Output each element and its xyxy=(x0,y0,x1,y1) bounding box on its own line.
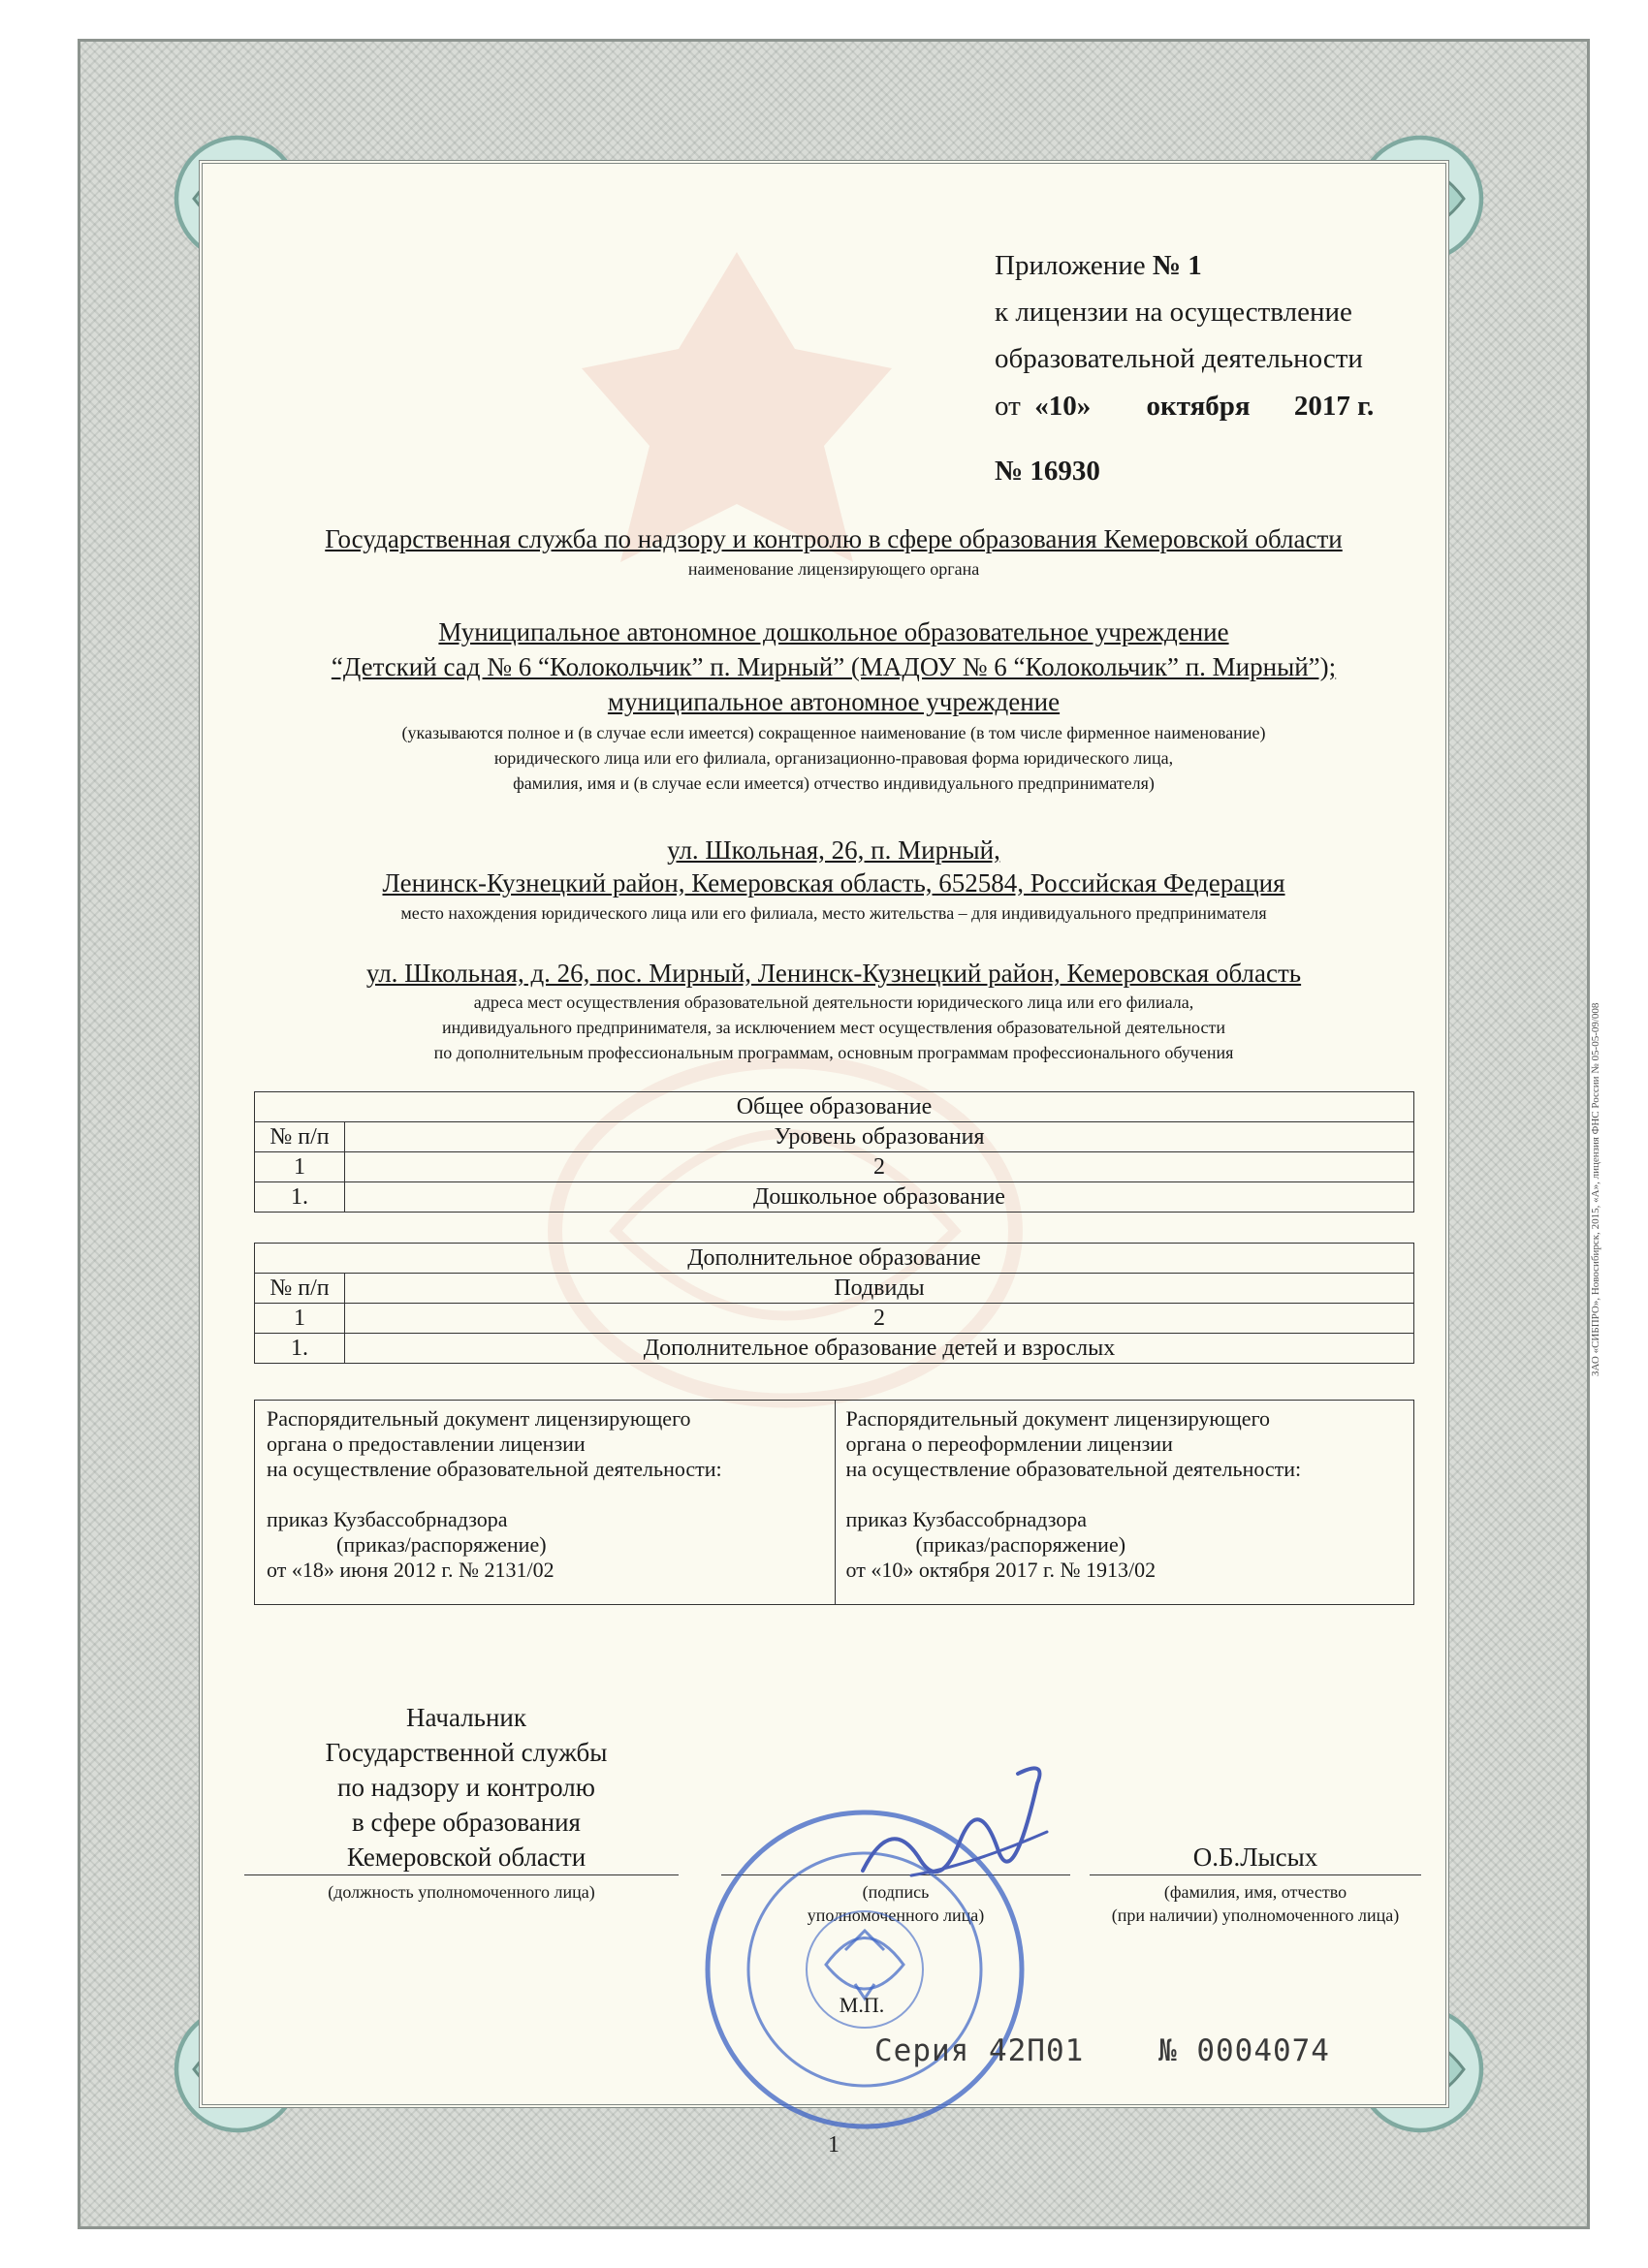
printer-note: ЗАО «СИБПРО», Новосибирск, 2015, «А», лицензия ФНС России № 05-05-09/008 xyxy=(1590,1002,1601,1376)
signature-caption-2: уполномоченного лица) xyxy=(807,1906,985,1925)
position-signature-line xyxy=(244,1874,679,1875)
additional-education-title: Дополнительное образование xyxy=(255,1244,1414,1274)
activity-address-caption-1: адреса мест осуществления образовательной деятельности юридического лица или его филиала, xyxy=(473,992,1194,1012)
name-signature-line xyxy=(1090,1874,1421,1875)
name-caption-2: (при наличии) уполномоченного лица) xyxy=(1111,1906,1400,1925)
appendix-line-3: образовательной деятельности xyxy=(995,343,1363,374)
table-column-index: 1 xyxy=(255,1304,345,1334)
licensee-name-line-3: муниципальное автономное учреждение xyxy=(607,687,1061,716)
table-column-index: 2 xyxy=(345,1304,1414,1334)
appendix-line-2: к лицензии на осуществление xyxy=(995,297,1352,328)
general-education-title: Общее образование xyxy=(255,1092,1414,1122)
activity-address-caption-2: индивидуального предпринимателя, за исключением мест осуществления образовательной деятельности xyxy=(441,1018,1226,1037)
row-value: Дополнительное образование детей и взрослых xyxy=(345,1334,1414,1364)
licensee-name-line-1: Муниципальное автономное дошкольное образовательное учреждение xyxy=(438,617,1229,646)
table-header-number: № п/п xyxy=(255,1274,345,1304)
location-caption: место нахождения юридического лица или его филиала, место жительства – для индивидуального предпринимателя xyxy=(400,903,1267,923)
position-caption: (должность уполномоченного лица) xyxy=(328,1882,595,1902)
reissuance-doc-line-1: Распорядительный документ лицензирующего xyxy=(845,1406,1271,1431)
reissuance-doc-line-3: на осуществление образовательной деятельности: xyxy=(845,1457,1302,1481)
issuance-order-date: от «18» июня 2012 г. № 2131/02 xyxy=(267,1558,555,1582)
licensee-caption-3: фамилия, имя и (в случае если имеется) отчество индивидуального предпринимателя) xyxy=(513,773,1155,793)
reissuance-order-type: приказ Кузбассобрнадзора xyxy=(845,1507,1088,1531)
issuance-order-type: приказ Кузбассобрнадзора xyxy=(267,1507,508,1531)
administrative-documents-box xyxy=(254,1400,1414,1605)
row-value: Дошкольное образование xyxy=(345,1182,1414,1213)
form-number: № 0004074 xyxy=(1158,2033,1330,2068)
licensing-authority-caption: наименование лицензирующего органа xyxy=(687,559,980,579)
issuance-doc-line-3: на осуществление образовательной деятельности: xyxy=(267,1457,722,1481)
table-column-index: 1 xyxy=(255,1152,345,1182)
form-series: Серия 42П01 xyxy=(874,2033,1085,2068)
table-header-number: № п/п xyxy=(255,1122,345,1152)
row-number: 1. xyxy=(255,1182,345,1213)
signature-caption-1: (подпись xyxy=(862,1882,930,1902)
table-row xyxy=(255,1182,1414,1213)
issuance-doc-line-1: Распорядительный документ лицензирующего xyxy=(267,1406,691,1431)
handwritten-signature xyxy=(853,1754,1066,1909)
table-column-index: 2 xyxy=(345,1152,1414,1182)
name-caption-1: (фамилия, имя, отчество xyxy=(1163,1882,1347,1902)
signatory-position-line-5: Кемеровской области xyxy=(346,1843,586,1872)
stamp-place-label: М.П. xyxy=(839,1993,885,2017)
appendix-number: № 1 xyxy=(1152,250,1202,281)
appendix-title: Приложение № 1 xyxy=(995,250,1202,281)
signatory-position-line-1: Начальник xyxy=(405,1703,527,1732)
location-line-2: Ленинск-Кузнецкий район, Кемеровская область, 652584, Российская Федерация xyxy=(382,868,1285,898)
licensee-caption-2: юридического лица или его филиала, организационно-правовая форма юридического лица, xyxy=(493,748,1174,768)
licensing-authority-name: Государственная служба по надзору и контролю в сфере образования Кемеровской области xyxy=(325,524,1343,553)
reissuance-document xyxy=(835,1401,1414,1604)
issuance-document xyxy=(255,1401,836,1604)
reissuance-order-date: от «10» октября 2017 г. № 1913/02 xyxy=(845,1558,1157,1582)
activity-address: ул. Школьная, д. 26, пос. Мирный, Ленинск-Кузнецкий район, Кемеровская область xyxy=(365,959,1302,988)
additional-education-table xyxy=(254,1243,1414,1364)
appendix-date: от «10» октября 2017 г. xyxy=(995,391,1375,422)
activity-address-caption-3: по дополнительным профессиональным программам, основным программам профессионального обучения xyxy=(433,1043,1234,1062)
licensee-caption-1: (указываются полное и (в случае если имеется) сокращенное наименование (в том числе фирменное наименование) xyxy=(401,723,1266,742)
issuance-doc-line-2: органа о предоставлении лицензии xyxy=(267,1432,586,1456)
location-line-1: ул. Школьная, 26, п. Мирный, xyxy=(667,835,1000,865)
signatory-position-line-4: в сфере образования xyxy=(352,1808,581,1837)
signatory-position-line-3: по надзору и контролю xyxy=(337,1773,595,1802)
license-number: № 16930 xyxy=(995,456,1100,487)
licensee-name-line-2: “Детский сад № 6 “Колокольчик” п. Мирный” (МАДОУ № 6 “Колокольчик” п. Мирный”); xyxy=(331,652,1337,681)
table-header-subtypes: Подвиды xyxy=(345,1274,1414,1304)
signatory-name: О.Б.Лысых xyxy=(1192,1843,1318,1872)
signatory-position-line-2: Государственной службы xyxy=(325,1738,608,1767)
table-row xyxy=(255,1334,1414,1364)
reissuance-order-caption: (приказ/распоряжение) xyxy=(915,1532,1126,1557)
row-number: 1. xyxy=(255,1334,345,1364)
general-education-table xyxy=(254,1091,1414,1213)
issuance-order-caption: (приказ/распоряжение) xyxy=(336,1532,547,1557)
page-number: 1 xyxy=(828,2132,840,2158)
table-header-level: Уровень образования xyxy=(345,1122,1414,1152)
reissuance-doc-line-2: органа о переоформлении лицензии xyxy=(845,1432,1173,1456)
